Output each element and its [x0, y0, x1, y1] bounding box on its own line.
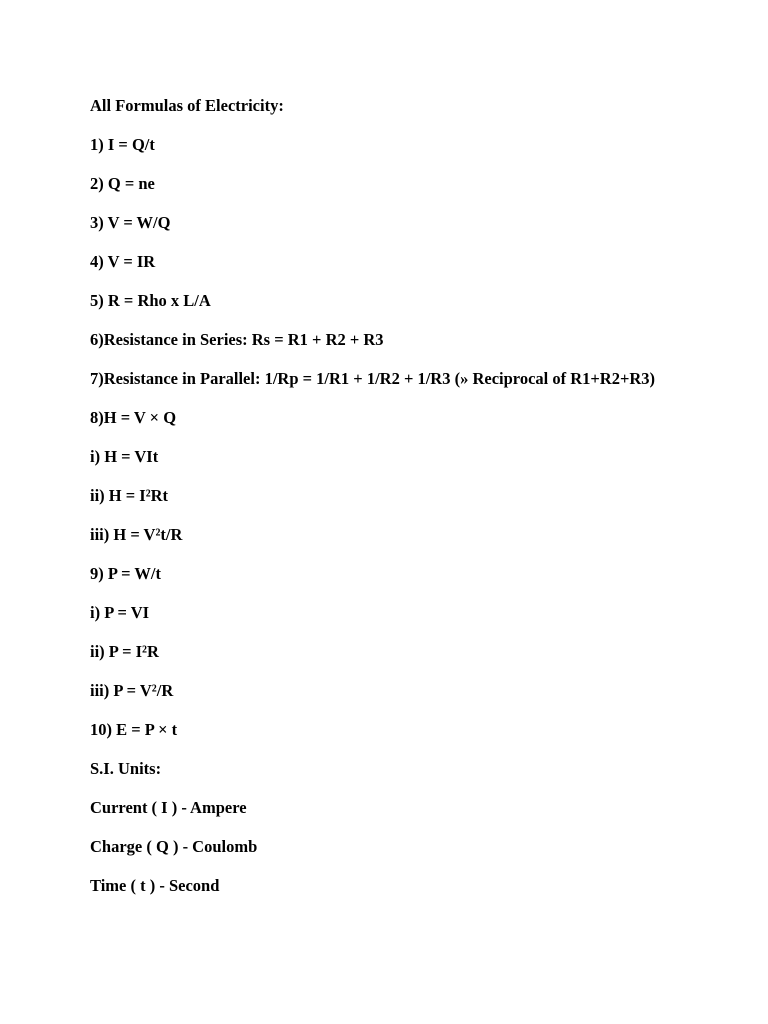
formula-line: i) H = VIt — [90, 447, 159, 466]
formula-line: 4) V = IR — [90, 252, 156, 271]
formula-line: iii) P = V²/R — [90, 681, 174, 700]
formula-line: ii) P = I²R — [90, 642, 159, 661]
formula-line: 10) E = P × t — [90, 720, 178, 739]
formula-line: 2) Q = ne — [90, 174, 155, 193]
formula-line: 6)Resistance in Series: Rs = R1 + R2 + R3 — [90, 330, 384, 349]
formula-line: ii) H = I²Rt — [90, 486, 169, 505]
formula-line: iii) H = V²t/R — [90, 525, 183, 544]
unit-line: Time ( t ) - Second — [90, 876, 220, 895]
unit-line: Charge ( Q ) - Coulomb — [90, 837, 258, 856]
formula-line: 8)H = V × Q — [90, 408, 177, 427]
formula-line: 7)Resistance in Parallel: 1/Rp = 1/R1 + 1/R2 + 1/R3 (» Reciprocal of R1+R2+R3) — [90, 369, 656, 388]
formula-line: 3) V = W/Q — [90, 213, 171, 232]
formula-line: 5) R = Rho x L/A — [90, 291, 211, 310]
unit-line: Current ( I ) - Ampere — [90, 798, 247, 817]
formula-line: 1) I = Q/t — [90, 135, 155, 154]
formula-line: i) P = VI — [90, 603, 150, 622]
formula-line: 9) P = W/t — [90, 564, 161, 583]
document-title: All Formulas of Electricity: — [90, 96, 284, 115]
units-heading: S.I. Units: — [90, 759, 162, 778]
document-body — [90, 96, 690, 915]
